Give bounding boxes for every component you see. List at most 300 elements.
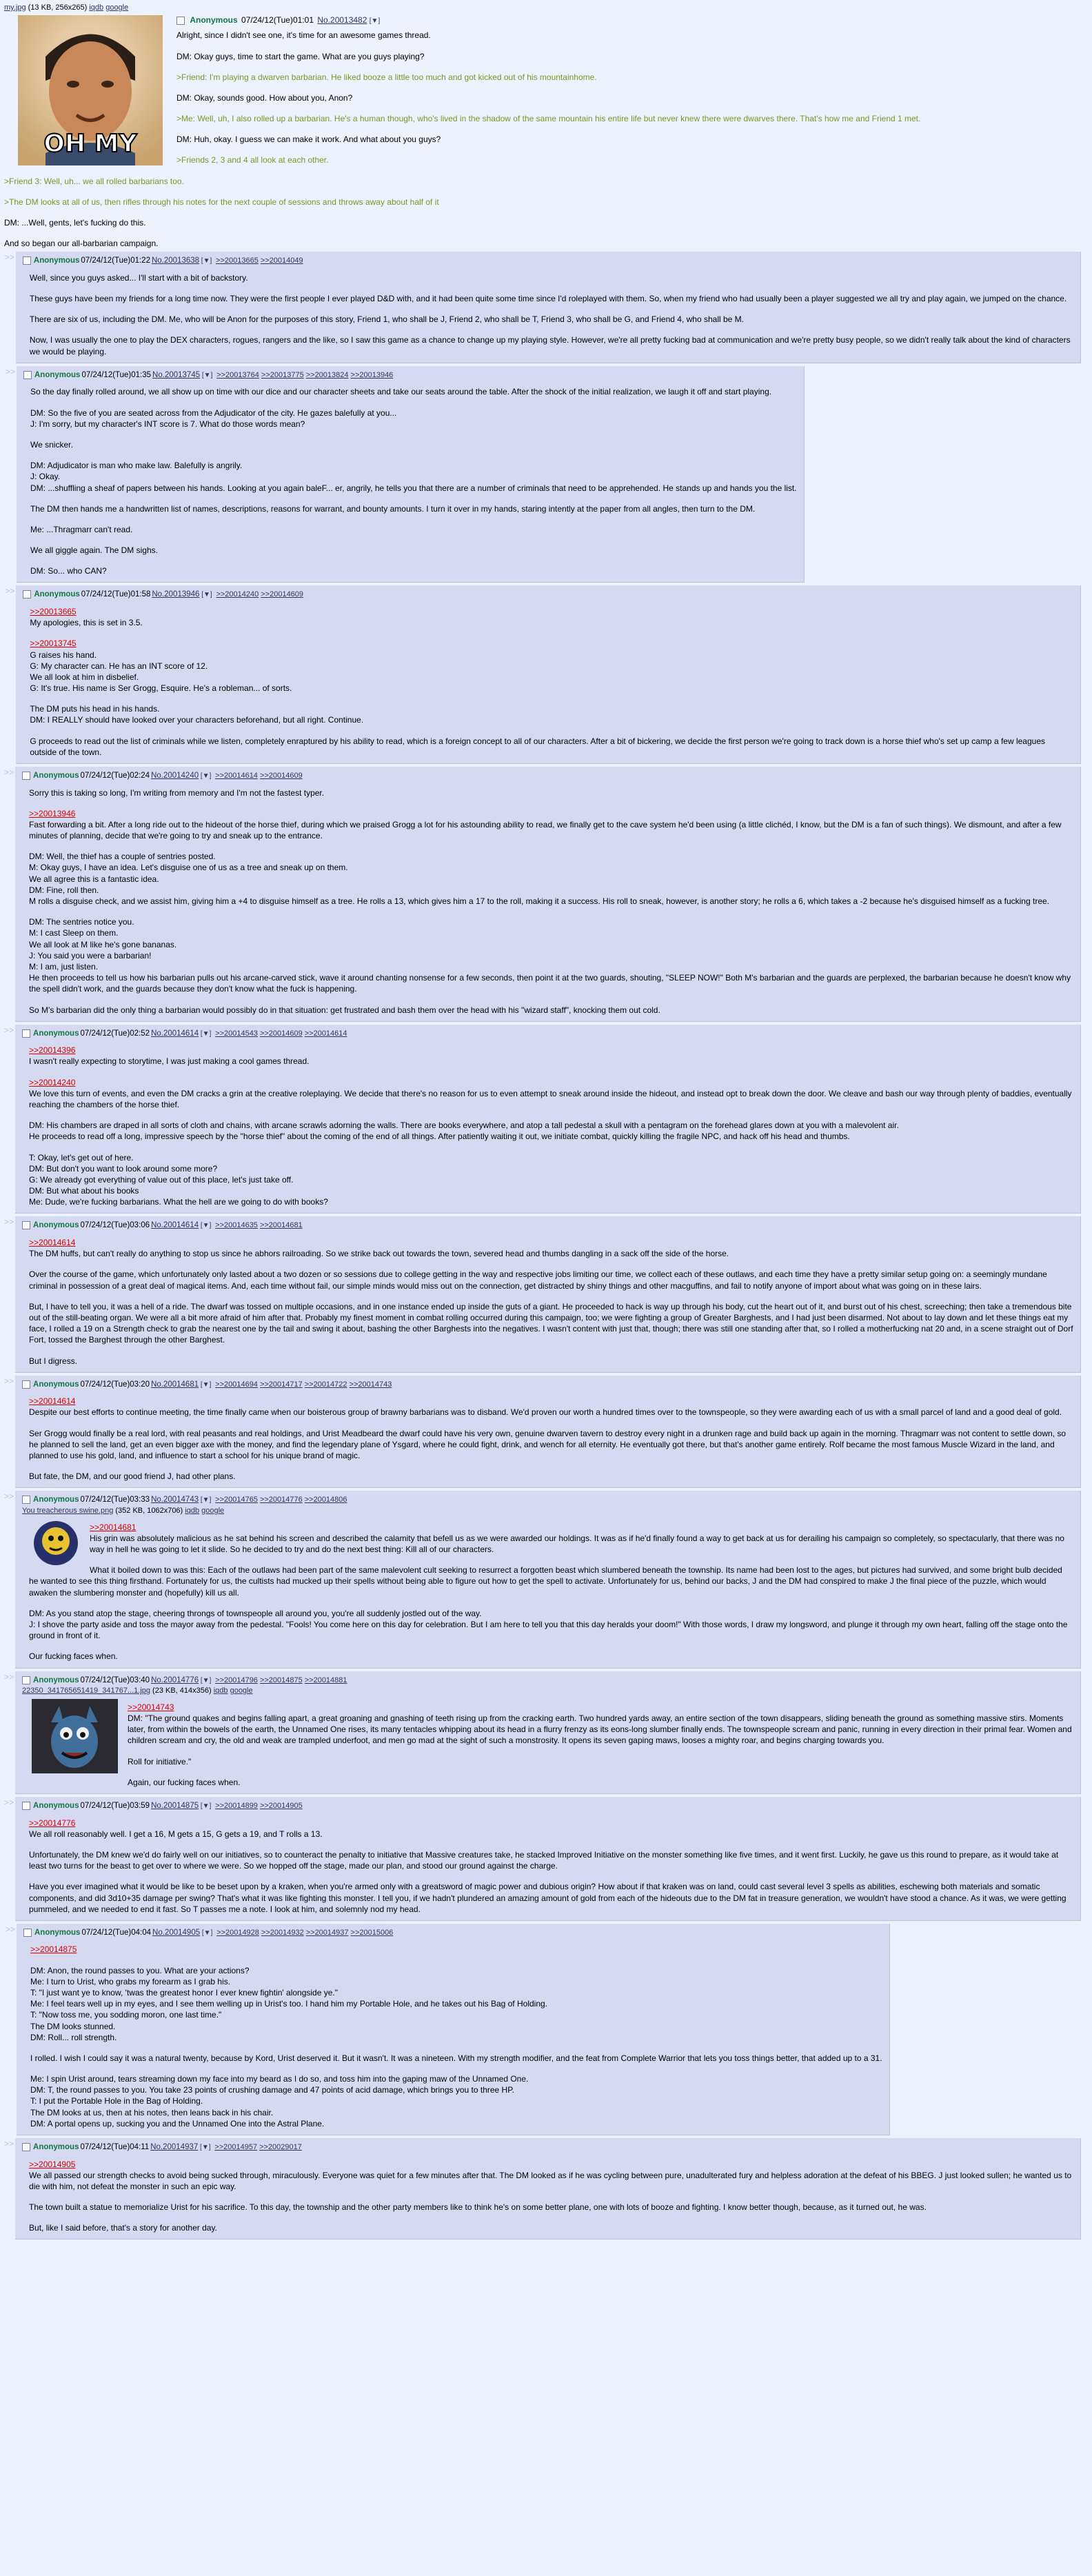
message-paragraph	[29, 787, 1073, 798]
reply-post-number[interactable]: No.20014905	[152, 1928, 201, 1937]
message-line: The DM then hands me a handwritten list of names, descriptions, reasons for warrant, and bounty amounts. I turn it over in my hands, staring intently at the paper from all angles, then turn to the DM.	[30, 503, 756, 514]
message-line: We all agree this is a fantastic idea.	[29, 874, 159, 884]
message-line: DM: But what about his books	[29, 1186, 139, 1196]
reply-backlinks	[213, 1029, 347, 1038]
message-paragraph	[29, 2159, 1073, 2193]
reply-sidearrows: >>	[4, 2139, 14, 2149]
op-greentext-line: >Friend: I'm playing a dwarven barbarian. He liked booze a little too much and got kicked out of his mountainhome.	[176, 72, 597, 82]
message-line: Well, since you guys asked... I'll start with a bit of backstory.	[29, 272, 248, 283]
op-message	[4, 30, 1088, 249]
backlink[interactable]: >>20014765	[215, 1496, 258, 1505]
reply-container	[4, 767, 1088, 1022]
message-line: Our fucking faces when.	[29, 1651, 118, 1662]
reply-checkbox[interactable]	[22, 1802, 30, 1810]
quote-link[interactable]: >>20014776	[29, 1818, 76, 1828]
reply-post-number[interactable]: No.20013946	[152, 590, 200, 599]
message-paragraph	[29, 1881, 1073, 1915]
message-paragraph	[29, 1471, 1073, 1482]
reply-sidearrows: >>	[4, 1671, 14, 1682]
backlink[interactable]: >>20013824	[305, 370, 349, 379]
message-line: DM: As you stand atop the stage, cheering throngs of townspeople all around you, you're all suddenly jostled out of the way.	[29, 1608, 482, 1618]
message-line: J: I'm sorry, but my character's INT score is 7. What do those words mean?	[30, 419, 305, 429]
message-paragraph	[30, 1965, 882, 2043]
reply-menu-button[interactable]: [▼]	[199, 1029, 214, 1038]
message-line: But I digress.	[29, 1356, 78, 1366]
reply-header	[23, 256, 1073, 267]
message-paragraph	[29, 2222, 1073, 2233]
reply-header	[22, 1380, 1073, 1391]
message-paragraph	[29, 1428, 1073, 1462]
message-line: Over the course of the game, which unfortunately only lasted about a two dozen or so sessions due to college getting in the way and respective jobs limiting our time, we collect each of these outlaws, and each time they have a pretty similar setup going on: a seemingly mundane criminal in possession of a great deal of magical items. And, each time without fail, our simple minds would miss out on the connection, get distracted by shiny things and other macguffins, and fail to notify anyone of import about what was going on in these lairs.	[29, 1269, 1047, 1291]
backlink[interactable]: >>20014543	[215, 1029, 258, 1038]
reply-container	[4, 366, 1088, 583]
reply-menu-button[interactable]: [▼]	[199, 772, 214, 781]
reply-poster-name: Anonymous	[33, 1029, 79, 1038]
reply-file-link[interactable]: 22350_341765651419_341767...1.jpg	[22, 1687, 150, 1695]
reply-checkbox[interactable]	[23, 1929, 32, 1937]
message-line: J: Okay.	[30, 472, 61, 482]
reply-post-number[interactable]: No.20014614	[151, 1221, 199, 1230]
message-line: Fast forwarding a bit. After a long ride out to the hideout of the horse thief, during which we praised Grogg a lot for his astounding ability to read, we finally get to the cave system he'd been using (a little clichéd, I know, but the DM is a fan of such things). We dismount, and after a few minutes of planning, decide that we're going to try and sneak up to the entrance.	[29, 819, 1062, 841]
reply-sidearrows: >>	[5, 1924, 15, 1934]
reply-poster-name: Anonymous	[33, 256, 80, 265]
reply-header	[23, 370, 797, 381]
reply-container	[4, 1924, 1088, 2135]
reply-message	[29, 1237, 1073, 1367]
op-file-link[interactable]: my.jpg	[4, 3, 26, 12]
backlink[interactable]: >>20014905	[259, 1802, 303, 1811]
message-line: We all passed our strength checks to avoid being sucked through, miraculously. Everyone was quiet for a few minutes after that. The DM looked as if he was cycling between pure, unadulterated fury and helpless adoration at the defeat of his BBEG. J just looked sullen; he wanted us to die with him, not defeat the monster in such an epic way.	[29, 2170, 1072, 2191]
backlink[interactable]: >>20014957	[214, 2143, 258, 2152]
reply-sidearrows: >>	[4, 1798, 14, 1808]
message-paragraph	[30, 460, 797, 494]
message-line: DM: Adjudicator is man who make law. Balefully is angrily.	[30, 461, 243, 471]
backlink[interactable]: >>20014049	[260, 256, 303, 265]
message-line: T: Okay, let's get out of here.	[29, 1152, 134, 1163]
reply-poster-name: Anonymous	[33, 2143, 79, 2152]
reply-message	[29, 1045, 1073, 1207]
reply-menu-button[interactable]: [▼]	[199, 591, 214, 599]
message-line: The DM puts his head in his hands.	[30, 704, 160, 714]
reply-header	[22, 1676, 1073, 1687]
quote-link[interactable]: >>20014875	[30, 1944, 77, 1955]
message-line: Me: I feel tears well up in my eyes, and I see them welling up in Urist's too. I hand him my Portable Hole, and he takes out his Bag of Holding.	[30, 1999, 548, 2009]
reply-datetime: 07/24/12(Tue)04:11	[80, 2143, 150, 2152]
message-paragraph	[29, 1849, 1073, 1871]
op-file-details: (13 KB, 256x265)	[28, 3, 88, 12]
reply-backlinks	[213, 1802, 303, 1810]
op-text-line: And so began our all-barbarian campaign.	[4, 239, 159, 249]
reply-file-link[interactable]: You treacherous swine.png	[22, 1506, 114, 1515]
reply-backlinks	[212, 2143, 302, 2151]
message-line: DM: But don't you want to look around some more?	[29, 1163, 218, 1174]
message-line: We love this turn of events, and even the DM cracks a grin at the creative roleplaying. We decide that there's no reason for us to even attempt to sneak around inside the hideout, and instead opt to break down the door. We cleave and bash our way through plenty of baddies, eventually reaching the chambers of the horse thief.	[29, 1088, 1072, 1109]
message-line: He then proceeds to tell us how his barbarian pulls out his arcane-carved stick, wave it around chanting nonsense for a few seconds, then point it at the two guards, shouting, "SLEEP NOW!" Both M's barbarian and the guards are perplexed, the barbarian because he doesn't know why the spell didn't work, and the guards because they don't know what the fuck is happening.	[29, 973, 1071, 994]
reply-header	[22, 1220, 1073, 1231]
message-paragraph	[30, 524, 797, 535]
message-paragraph	[29, 1237, 1073, 1259]
op-file-info	[4, 3, 1088, 13]
message-line: J: I shove the party aside and toss the mayor away from the pedestal. "Fools! You come here on this day for celebration. But I am here to tell you that this day heralds your doom!" With those words, I draw my longsword, and plunge it through my own heart, falling off the stage onto the ground in front of it.	[29, 1620, 1068, 1641]
quote-link[interactable]: >>20014614	[29, 1238, 76, 1247]
message-paragraph	[30, 1944, 882, 1955]
reply-checkbox[interactable]	[22, 1221, 30, 1229]
reply-datetime: 07/24/12(Tue)02:52	[80, 1029, 150, 1038]
message-line: Roll for initiative."	[128, 1756, 192, 1767]
reply-container	[4, 1797, 1088, 1921]
message-line: There are six of us, including the DM. Me, who will be Anon for the purposes of this story, Friend 1, who shall be J, Friend 2, who shall be T, Friend 3, who shall be G, and Friend 4, who shall be M.	[29, 314, 744, 325]
backlink[interactable]: >>20014681	[259, 1221, 303, 1230]
reply-post	[16, 585, 1081, 764]
message-paragraph	[30, 606, 1073, 628]
reply-checkbox[interactable]	[22, 1029, 30, 1038]
reply-post-number[interactable]: No.20014614	[151, 1029, 199, 1038]
message-line: G: It's true. His name is Ser Grogg, Esquire. He's a robleman... of sorts.	[30, 683, 292, 694]
reply-message	[29, 1522, 1073, 1662]
reply-header	[23, 1928, 882, 1939]
backlink[interactable]: >>20014899	[215, 1802, 258, 1811]
backlink[interactable]: >>20014614	[304, 1029, 347, 1038]
backlink[interactable]: >>20014609	[259, 1029, 303, 1038]
reply-thumbnail-image	[32, 1519, 80, 1567]
backlink[interactable]: >>20014796	[215, 1676, 258, 1684]
backlink[interactable]: >>20013946	[350, 370, 394, 379]
op-post	[4, 3, 1088, 249]
message-line: We all giggle again. The DM sighs.	[30, 545, 158, 556]
quote-link[interactable]: >>20014743	[128, 1702, 174, 1712]
backlink[interactable]: >>20014717	[259, 1380, 303, 1389]
message-line: I wasn't really expecting to storytime, I was just making a cool games thread.	[29, 1056, 310, 1067]
reply-thumbnail[interactable]	[32, 1519, 80, 1570]
reply-backlinks	[213, 1380, 392, 1389]
backlink[interactable]: >>20014722	[304, 1380, 347, 1389]
reply-sidearrows: >>	[4, 1217, 14, 1227]
message-paragraph	[30, 736, 1073, 758]
reply-container	[4, 1025, 1088, 1214]
reply-message	[30, 1944, 882, 2129]
op-thumbnail-image	[18, 15, 163, 165]
quote-link[interactable]: >>20014396	[29, 1045, 76, 1056]
op-iqdb-link[interactable]: iqdb	[89, 3, 104, 12]
reply-iqdb-link[interactable]: iqdb	[185, 1506, 200, 1515]
backlink[interactable]: >>20014875	[259, 1676, 303, 1684]
message-line: M: Okay guys, I have an idea. Let's disguise one of us as a tree and sneak up on them.	[29, 863, 348, 873]
reply-checkbox[interactable]	[22, 772, 30, 780]
op-greentext-line: >Friends 2, 3 and 4 all look at each other.	[176, 155, 329, 165]
reply-poster-name: Anonymous	[34, 1928, 81, 1937]
reply-backlinks	[214, 590, 303, 598]
message-paragraph	[29, 1651, 1073, 1662]
backlink[interactable]: >>20014928	[216, 1928, 259, 1937]
message-paragraph	[30, 2073, 882, 2129]
reply-file-info	[22, 1506, 1073, 1516]
reply-checkbox[interactable]	[23, 256, 31, 265]
reply-container	[4, 1376, 1088, 1489]
message-line: DM: Anon, the round passes to you. What are your actions?	[30, 1965, 250, 1975]
reply-header	[22, 1495, 1073, 1506]
message-line: Sorry this is taking so long, I'm writing from memory and I'm not the fastest typer.	[29, 787, 325, 798]
reply-container	[4, 1491, 1088, 1668]
op-checkbox[interactable]	[176, 17, 185, 25]
reply-message	[29, 1818, 1073, 1915]
reply-checkbox[interactable]	[22, 1496, 30, 1504]
message-paragraph	[30, 545, 797, 556]
reply-backlinks	[214, 256, 303, 265]
reply-file-details: (23 KB, 414x356)	[150, 1687, 214, 1695]
message-line: The town built a statue to memorialize Urist for his sacrifice. To this day, the township and the other party members like to think he's on some better plane, one with lots of booze and fighting. I know better though, because, as it turned out, he was.	[29, 2202, 927, 2213]
reply-sidearrows: >>	[5, 586, 15, 596]
op-google-link[interactable]: google	[105, 3, 129, 12]
reply-poster-name: Anonymous	[34, 370, 81, 379]
reply-poster-name: Anonymous	[33, 1802, 79, 1811]
reply-menu-button[interactable]: [▼]	[199, 257, 214, 265]
message-paragraph	[29, 1522, 1073, 1556]
reply-post	[15, 1376, 1081, 1489]
backlink[interactable]: >>20014806	[304, 1496, 347, 1505]
reply-menu-button[interactable]: [▼]	[199, 1380, 214, 1389]
backlink[interactable]: >>20014635	[215, 1221, 258, 1230]
quote-link[interactable]: >>20014905	[29, 2159, 76, 2169]
backlink[interactable]: >>20014743	[349, 1380, 392, 1389]
reply-poster-name: Anonymous	[33, 1221, 79, 1230]
reply-poster-name: Anonymous	[33, 1380, 79, 1389]
message-line: So M's barbarian did the only thing a barbarian would possibly do in that situation: get frustrated and bash them over the head with his "wizard staff", knocking them out cold.	[29, 1005, 660, 1015]
message-line: But, I have to tell you, it was a hell of a ride. The dwarf was tossed on multiple occasions, and in one instance ended up inside the guts of a giant. He proceeded to hack is way up through his body, cut the heart out of it, and burst out of his chest, screeching; then take a tremendous bite out of the still-beating organ. We were all a bit more afraid of him after that. Probably my finest moment in combat rolling occurred during this campaign, too; we were fighting a group of Greater Barghests, and I had just been disarmed. Not about to lay down and let these things eat my face, I rolled a 19 on a Strength check to grab the nearest one by the tail and swing it about, bashing the other Barghests into the negatives. I wasn't content with just that, though; there was still one standing after that, so I rolled a motherfucking nat 20 and, in a scene straight out of Dorf Fort, tossed the Barghest through the other Barghest.	[29, 1301, 1073, 1345]
reply-post-number[interactable]: No.20014875	[151, 1802, 199, 1811]
quote-link[interactable]: >>20013946	[29, 808, 76, 818]
message-line: We all look at M like he's gone bananas.	[29, 939, 177, 949]
message-paragraph	[29, 1301, 1073, 1346]
message-paragraph	[30, 314, 1073, 325]
reply-backlinks	[213, 1221, 303, 1229]
reply-sidearrows: >>	[4, 767, 14, 778]
reply-header	[22, 771, 1073, 782]
message-paragraph	[30, 293, 1073, 304]
reply-backlinks	[214, 371, 393, 379]
op-thumbnail-caption: OH MY	[43, 129, 137, 158]
message-paragraph	[29, 1777, 1073, 1788]
quote-link[interactable]: >>20014681	[90, 1522, 136, 1532]
reply-datetime: 07/24/12(Tue)01:58	[81, 590, 151, 599]
message-line: G: My character can. He has an INT score of 12.	[30, 661, 208, 671]
message-paragraph	[29, 808, 1073, 842]
message-paragraph	[29, 1396, 1073, 1418]
op-text-line: DM: Okay guys, time to start the game. What are you guys playing?	[176, 51, 425, 61]
reply-container	[4, 585, 1088, 764]
message-line: So the day finally rolled around, we all show up on time with our dice and our character sheets and take our seats around the table. After the shock of the initial realization, we laugh it off and start playing.	[30, 387, 772, 397]
message-paragraph	[30, 272, 1073, 283]
message-line: We all look at him in disbelief.	[30, 672, 139, 682]
quote-link[interactable]: >>20013665	[30, 606, 77, 616]
reply-sidearrows: >>	[4, 252, 14, 263]
message-line: G proceeds to read out the list of criminals while we listen, completely enraptured by his ability to read, which is a foreign concept to all of our characters. After a bit of bickering, we decide the first person we're going to track down is a horse thief who's set up camp a few leagues outside of the town.	[30, 736, 1045, 757]
message-line: His grin was absolutely malicious as he sat behind his screen and described the calamity that befell us as we were awarded our holdings. It was as if he'd finally found a way to get back at us for derailing his campaign so completely, so spectacularly, that there was no way in hell he was going to let it slide. So he decided to try and do the next best thing: Kill all of our characters.	[90, 1533, 1064, 1555]
reply-post-number[interactable]: No.20013745	[152, 370, 201, 379]
message-line: T: I put the Portable Hole in the Bag of Holding.	[30, 2096, 203, 2106]
reply-container	[4, 252, 1088, 363]
reply-header	[22, 1801, 1073, 1812]
reply-sidearrows: >>	[4, 1491, 14, 1502]
reply-datetime: 07/24/12(Tue)04:04	[81, 1928, 152, 1937]
message-paragraph	[30, 503, 797, 514]
message-line: DM: A portal opens up, sucking you and the Unnamed One into the Astral Plane.	[30, 2118, 325, 2129]
message-paragraph	[30, 334, 1073, 356]
reply-message	[29, 1396, 1073, 1482]
reply-post-number[interactable]: No.20014743	[151, 1496, 199, 1505]
reply-poster-name: Anonymous	[33, 1676, 79, 1684]
reply-post	[17, 366, 805, 583]
backlink[interactable]: >>20015006	[350, 1928, 394, 1937]
backlink[interactable]: >>20013764	[216, 370, 259, 379]
message-paragraph	[30, 638, 1073, 694]
message-paragraph	[29, 2202, 1073, 2213]
backlink[interactable]: >>20029017	[259, 2143, 302, 2152]
reply-menu-button[interactable]: [▼]	[199, 1676, 214, 1684]
reply-post	[16, 252, 1081, 363]
reply-sidearrows: >>	[4, 1025, 14, 1035]
reply-menu-button[interactable]: [▼]	[200, 371, 215, 379]
reply-post	[15, 1025, 1081, 1214]
reply-backlinks	[213, 1496, 347, 1504]
backlink[interactable]: >>20014240	[216, 590, 259, 599]
reply-post-number[interactable]: No.20014776	[151, 1676, 199, 1684]
reply-post	[15, 1797, 1081, 1921]
message-paragraph	[29, 1045, 1073, 1067]
reply-menu-button[interactable]: [▼]	[199, 1222, 214, 1230]
backlink[interactable]: >>20013665	[216, 256, 259, 265]
reply-message	[29, 2159, 1073, 2234]
reply-iqdb-link[interactable]: iqdb	[213, 1687, 228, 1695]
op-poster-name: Anonymous	[190, 14, 238, 25]
op-greentext-line: >The DM looks at all of us, then rifles through his notes for the next couple of sessions and throws away about half of it	[4, 197, 439, 207]
message-paragraph	[29, 1564, 1073, 1598]
message-line: T: "I just want ye to know, 'twas the greatest honor I ever knew fightin' alongside ye."	[30, 1987, 338, 1998]
message-paragraph	[30, 2053, 882, 2064]
message-line: Again, our fucking faces when.	[128, 1777, 241, 1787]
op-greentext-line: >Me: Well, uh, I also rolled up a barbarian. He's a human though, who's lived in the shadow of the same mountain his entire life but never knew there were dwarves there. That's how me and Friend 1 met.	[176, 114, 921, 124]
message-paragraph	[30, 703, 1073, 725]
reply-file-details: (352 KB, 1062x706)	[113, 1506, 185, 1515]
reply-google-link[interactable]: google	[230, 1687, 253, 1695]
reply-post	[15, 1216, 1081, 1372]
reply-checkbox[interactable]	[22, 1380, 30, 1389]
reply-post	[15, 1671, 1081, 1794]
message-line: But fate, the DM, and our good friend J, had other plans.	[29, 1471, 236, 1482]
quote-link[interactable]: >>20014240	[29, 1077, 76, 1087]
message-paragraph	[29, 1152, 1073, 1208]
backlink[interactable]: >>20014609	[259, 772, 303, 781]
reply-checkbox[interactable]	[23, 590, 31, 598]
reply-menu-button[interactable]: [▼]	[199, 1802, 214, 1811]
reply-checkbox[interactable]	[23, 371, 32, 379]
message-line: T: "Now toss me, you sodding moron, one last time."	[30, 2010, 222, 2020]
message-paragraph	[30, 386, 797, 397]
backlink[interactable]: >>20014881	[304, 1676, 347, 1684]
backlink[interactable]: >>20013775	[261, 370, 304, 379]
op-menu-button[interactable]: [▼]	[369, 17, 381, 25]
message-paragraph	[29, 1818, 1073, 1840]
message-line: DM: I REALLY should have looked over your characters beforehand, but all right. Continue.	[30, 715, 364, 725]
message-line: Despite our best efforts to continue meeting, the time finally came when our boisterous group of brawny barbarians was to disband. We'd proven our worth a hundred times over to the townspeople, so they were awarding each of us with a small parcel of land and a good deal of gold.	[29, 1407, 1062, 1418]
reply-sidearrows: >>	[5, 366, 15, 376]
message-line: DM: Well, the thief has a couple of sentries posted.	[29, 852, 216, 862]
backlink[interactable]: >>20014614	[215, 772, 258, 781]
message-line: These guys have been my friends for a long time now. They were the first people I ever played D&D with, and it had been quite some time since I'd roleplayed with them. So, when my friend who had usually been a player suggested we all try and play again, we jumped on the chance.	[29, 294, 1067, 304]
message-paragraph	[29, 1702, 1073, 1747]
message-line: Have you ever imagined what it would be like to be beset upon by a kraken, when you're armed only with a greatsword of magic power and dubious origin? How about if that kraken was on land, could cast several level 3 spells as abilities, eschewing both materials and somatic components, and did 3d10+35 damage per swing? That's what it was like fighting this monster. I tell you, if we hadn't plundered an amazing amount of gold from each of the hideouts due to the DM fat in treasure generation, we wouldn't have stood a chance. As it was, we were getting pummeled, and we needed to end it fast. So T passes me a note. I look at him, and solemnly nod my head.	[29, 1882, 1066, 1914]
message-line: My apologies, this is set in 3.5.	[30, 618, 143, 628]
backlink[interactable]: >>20014776	[259, 1496, 303, 1505]
reply-file-info	[22, 1686, 1073, 1696]
backlink[interactable]: >>20014937	[305, 1928, 349, 1937]
message-line: We snicker.	[30, 439, 73, 450]
message-line: The DM looks stunned.	[30, 2021, 116, 2031]
reply-poster-name: Anonymous	[34, 590, 80, 599]
reply-google-link[interactable]: google	[201, 1506, 225, 1515]
reply-post-number[interactable]: No.20013638	[151, 256, 200, 265]
quote-link[interactable]: >>20014614	[29, 1396, 76, 1407]
reply-checkbox[interactable]	[22, 2143, 30, 2151]
message-line: He proceeds to read off a long, impressive speech by the "horse thief" about the coming of the end of all things. After patiently waiting it out, we initiate combat, quickly killing the fragile NPC, and hack off his head and thumbs.	[29, 1131, 850, 1142]
message-paragraph	[29, 1756, 1073, 1767]
message-line: G: We already got everything of value out of this place, let's just take off.	[29, 1174, 294, 1185]
op-post-number[interactable]: No.20013482	[317, 14, 367, 25]
message-line: J: You said you were a barbarian!	[29, 950, 152, 960]
backlink[interactable]: >>20014694	[215, 1380, 258, 1389]
reply-menu-button[interactable]: [▼]	[200, 1929, 215, 1937]
message-line: Me: I spin Urist around, tears streaming down my face into my beard as I do so, and toss him into the gaping maw of the Unnamed One.	[30, 2074, 529, 2084]
op-text-line: DM: ...Well, gents, let's fucking do this.	[4, 218, 146, 228]
message-line: DM: ...shuffling a sheaf of papers between his hands. Looking at you again baleF... er, angrily, he tells you that there are a number of criminals that need to be apprehended. He stands up and hands you the list.	[30, 483, 797, 493]
message-paragraph	[30, 407, 797, 430]
reply-datetime: 07/24/12(Tue)03:40	[80, 1676, 150, 1684]
message-paragraph	[29, 1120, 1073, 1142]
reply-post	[15, 767, 1081, 1022]
reply-header	[22, 1029, 1073, 1040]
message-line: Unfortunately, the DM knew we'd do fairly well on our initiatives, so to counteract the penalty to initiative that Massive creatures take, he stacked Improved Initiative on the monster something like five times, and it went first. Luckily, he gave us this round to prepare, as it would take at least two turns for the beast to get over to where we were. So we hopped off the stage, made our plan, and stood our ground against the charge.	[29, 1849, 1059, 1871]
message-line: DM: So... who CAN?	[30, 566, 107, 576]
reply-checkbox[interactable]	[22, 1676, 30, 1684]
reply-post-number[interactable]: No.20014681	[151, 1380, 199, 1389]
reply-backlinks	[213, 772, 303, 780]
reply-container	[4, 1671, 1088, 1794]
reply-message	[30, 386, 797, 576]
message-line: Ser Grogg would finally be a real lord, with real peasants and real holdings, and Urist Meadbeard the dwarf could have his very own, genuine dwarven tavern to destroy every night in a drunken rage and build back up again in the morning. Thragmarr was not content to settle down, so he planned to sell the land, get an even bigger axe with the money, and find the legendary plane of Ysgard, where he could fight, drink, and wench for all eternity. He eventually got there, but that's another game entirely. Rolf became the most famous Muscle Wizard in the land, and planned to use his gold, land, and influence to start a school for his unique brand of magic.	[29, 1428, 1066, 1460]
reply-menu-button[interactable]: [▼]	[198, 2144, 213, 2152]
message-paragraph	[30, 439, 797, 450]
message-paragraph	[29, 1005, 1073, 1016]
op-thumbnail[interactable]	[18, 15, 163, 168]
backlink[interactable]: >>20014609	[261, 590, 304, 599]
reply-post	[15, 2138, 1081, 2240]
message-line: DM: So the five of you are seated across from the Adjudicator of the city. He gazes balefully at you...	[30, 407, 397, 418]
message-line: DM: Fine, roll then.	[29, 885, 99, 895]
reply-datetime: 07/24/12(Tue)03:06	[80, 1221, 150, 1230]
backlink[interactable]: >>20014932	[261, 1928, 304, 1937]
op-text-line: Alright, since I didn't see one, it's time for an awesome games thread.	[176, 30, 431, 41]
reply-post-number[interactable]: No.20014240	[151, 772, 199, 781]
reply-post-number[interactable]: No.20014937	[150, 2143, 199, 2152]
message-line: Me: ...Thragmarr can't read.	[30, 524, 133, 534]
reply-list	[4, 252, 1088, 2240]
message-line: Me: Dude, we're fucking barbarians. What the hell are we going to do with books?	[29, 1197, 328, 1207]
reply-backlinks	[214, 1929, 393, 1937]
reply-menu-button[interactable]: [▼]	[199, 1496, 214, 1505]
quote-link[interactable]: >>20013745	[30, 638, 77, 649]
reply-thumbnail[interactable]	[32, 1699, 118, 1776]
message-line: DM: The sentries notice you.	[29, 917, 134, 927]
reply-container	[4, 1216, 1088, 1372]
